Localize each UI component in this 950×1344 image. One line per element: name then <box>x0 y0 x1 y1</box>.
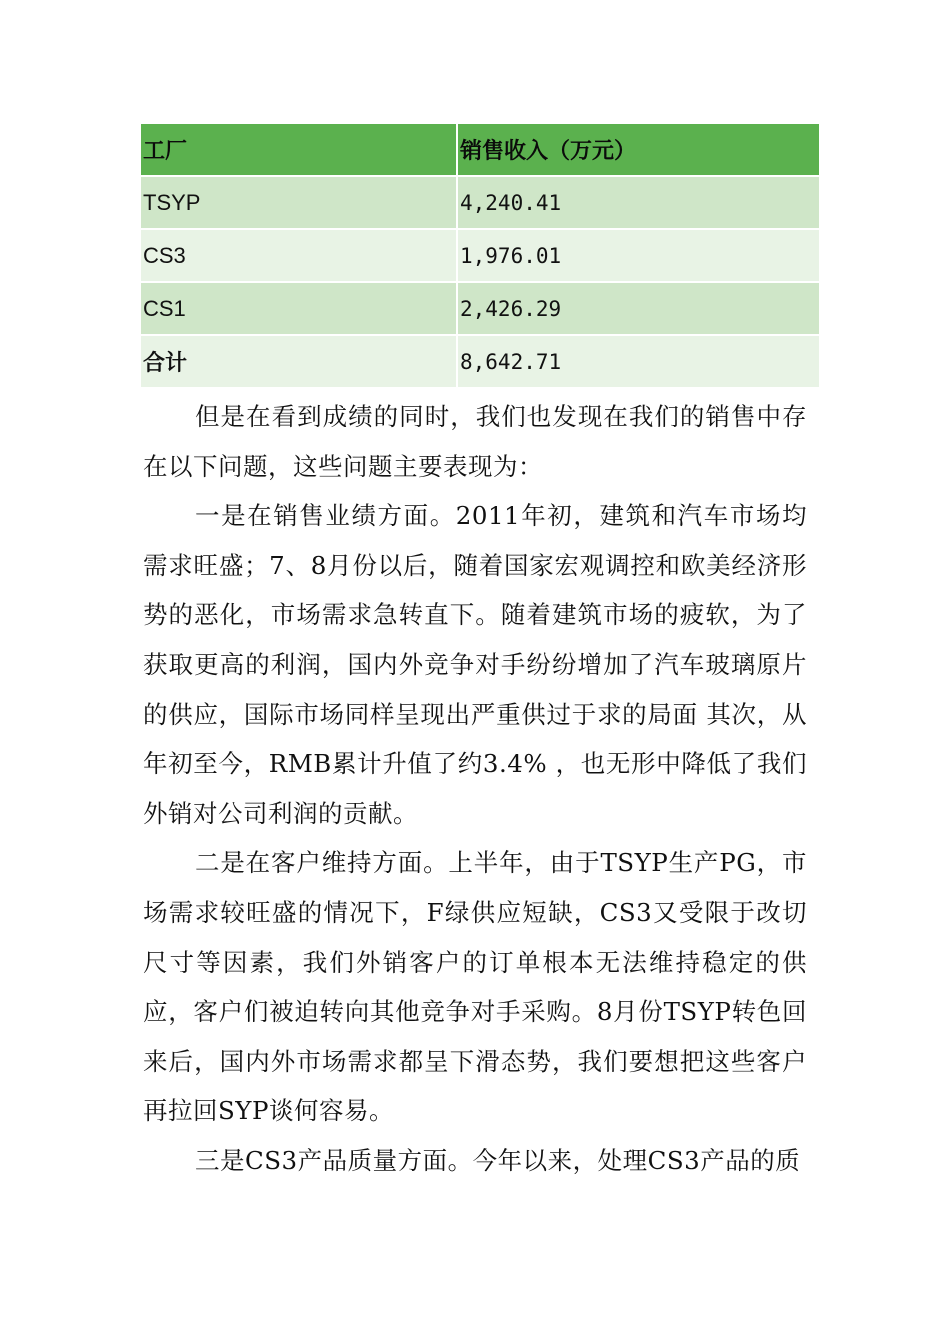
total-revenue-cell: 8,642.71 <box>458 336 819 389</box>
sales-revenue-table <box>141 124 819 389</box>
table-total-row <box>141 336 819 389</box>
header-revenue: 销售收入（万元） <box>458 124 819 177</box>
revenue-cell: 4,240.41 <box>458 177 819 230</box>
paragraph-intro: 但是在看到成绩的同时，我们也发现在我们的销售中存在以下问题，这些问题主要表现为： <box>143 402 807 481</box>
table-row <box>141 283 819 336</box>
paragraph-customer-retention: 二是在客户维持方面。上半年，由于TSYP生产PG，市场需求较旺盛的情况下，F绿供应短缺，CS3又受限于改切尺寸等因素，我们外销客户的订单根本无法维持稳定的供应，客户们被迫转向其他竞争对手采购。8月份TSYP转色回来后，国内外市场需求都呈下滑态势，我们要想把这些客户再拉回SYP谈何容易。 <box>143 848 807 1126</box>
body-text <box>143 392 807 1186</box>
total-label-cell: 合计 <box>141 336 458 389</box>
factory-cell: CS3 <box>141 230 458 283</box>
table-row <box>141 177 819 230</box>
table-row <box>141 230 819 283</box>
revenue-cell: 2,426.29 <box>458 283 819 336</box>
factory-cell: TSYP <box>141 177 458 230</box>
table-header-row <box>141 124 819 177</box>
paragraph-product-quality: 三是CS3产品质量方面。今年以来，处理CS3产品的质 <box>195 1145 801 1175</box>
header-factory: 工厂 <box>141 124 458 177</box>
revenue-cell: 1,976.01 <box>458 230 819 283</box>
paragraph-sales-performance: 一是在销售业绩方面。2011年初，建筑和汽车市场均需求旺盛；7、8月份以后，随着国家宏观调控和欧美经济形势的恶化，市场需求急转直下。随着建筑市场的疲软，为了获取更高的利润，国内外竞争对手纷纷增加了汽车玻璃原片的供应，国际市场同样呈现出严重供过于求的局面 其次，从年初至今，RMB累计升值了约3.4% ，也无形中降低了我们外销对公司利润的贡献。 <box>143 501 807 828</box>
factory-cell: CS1 <box>141 283 458 336</box>
